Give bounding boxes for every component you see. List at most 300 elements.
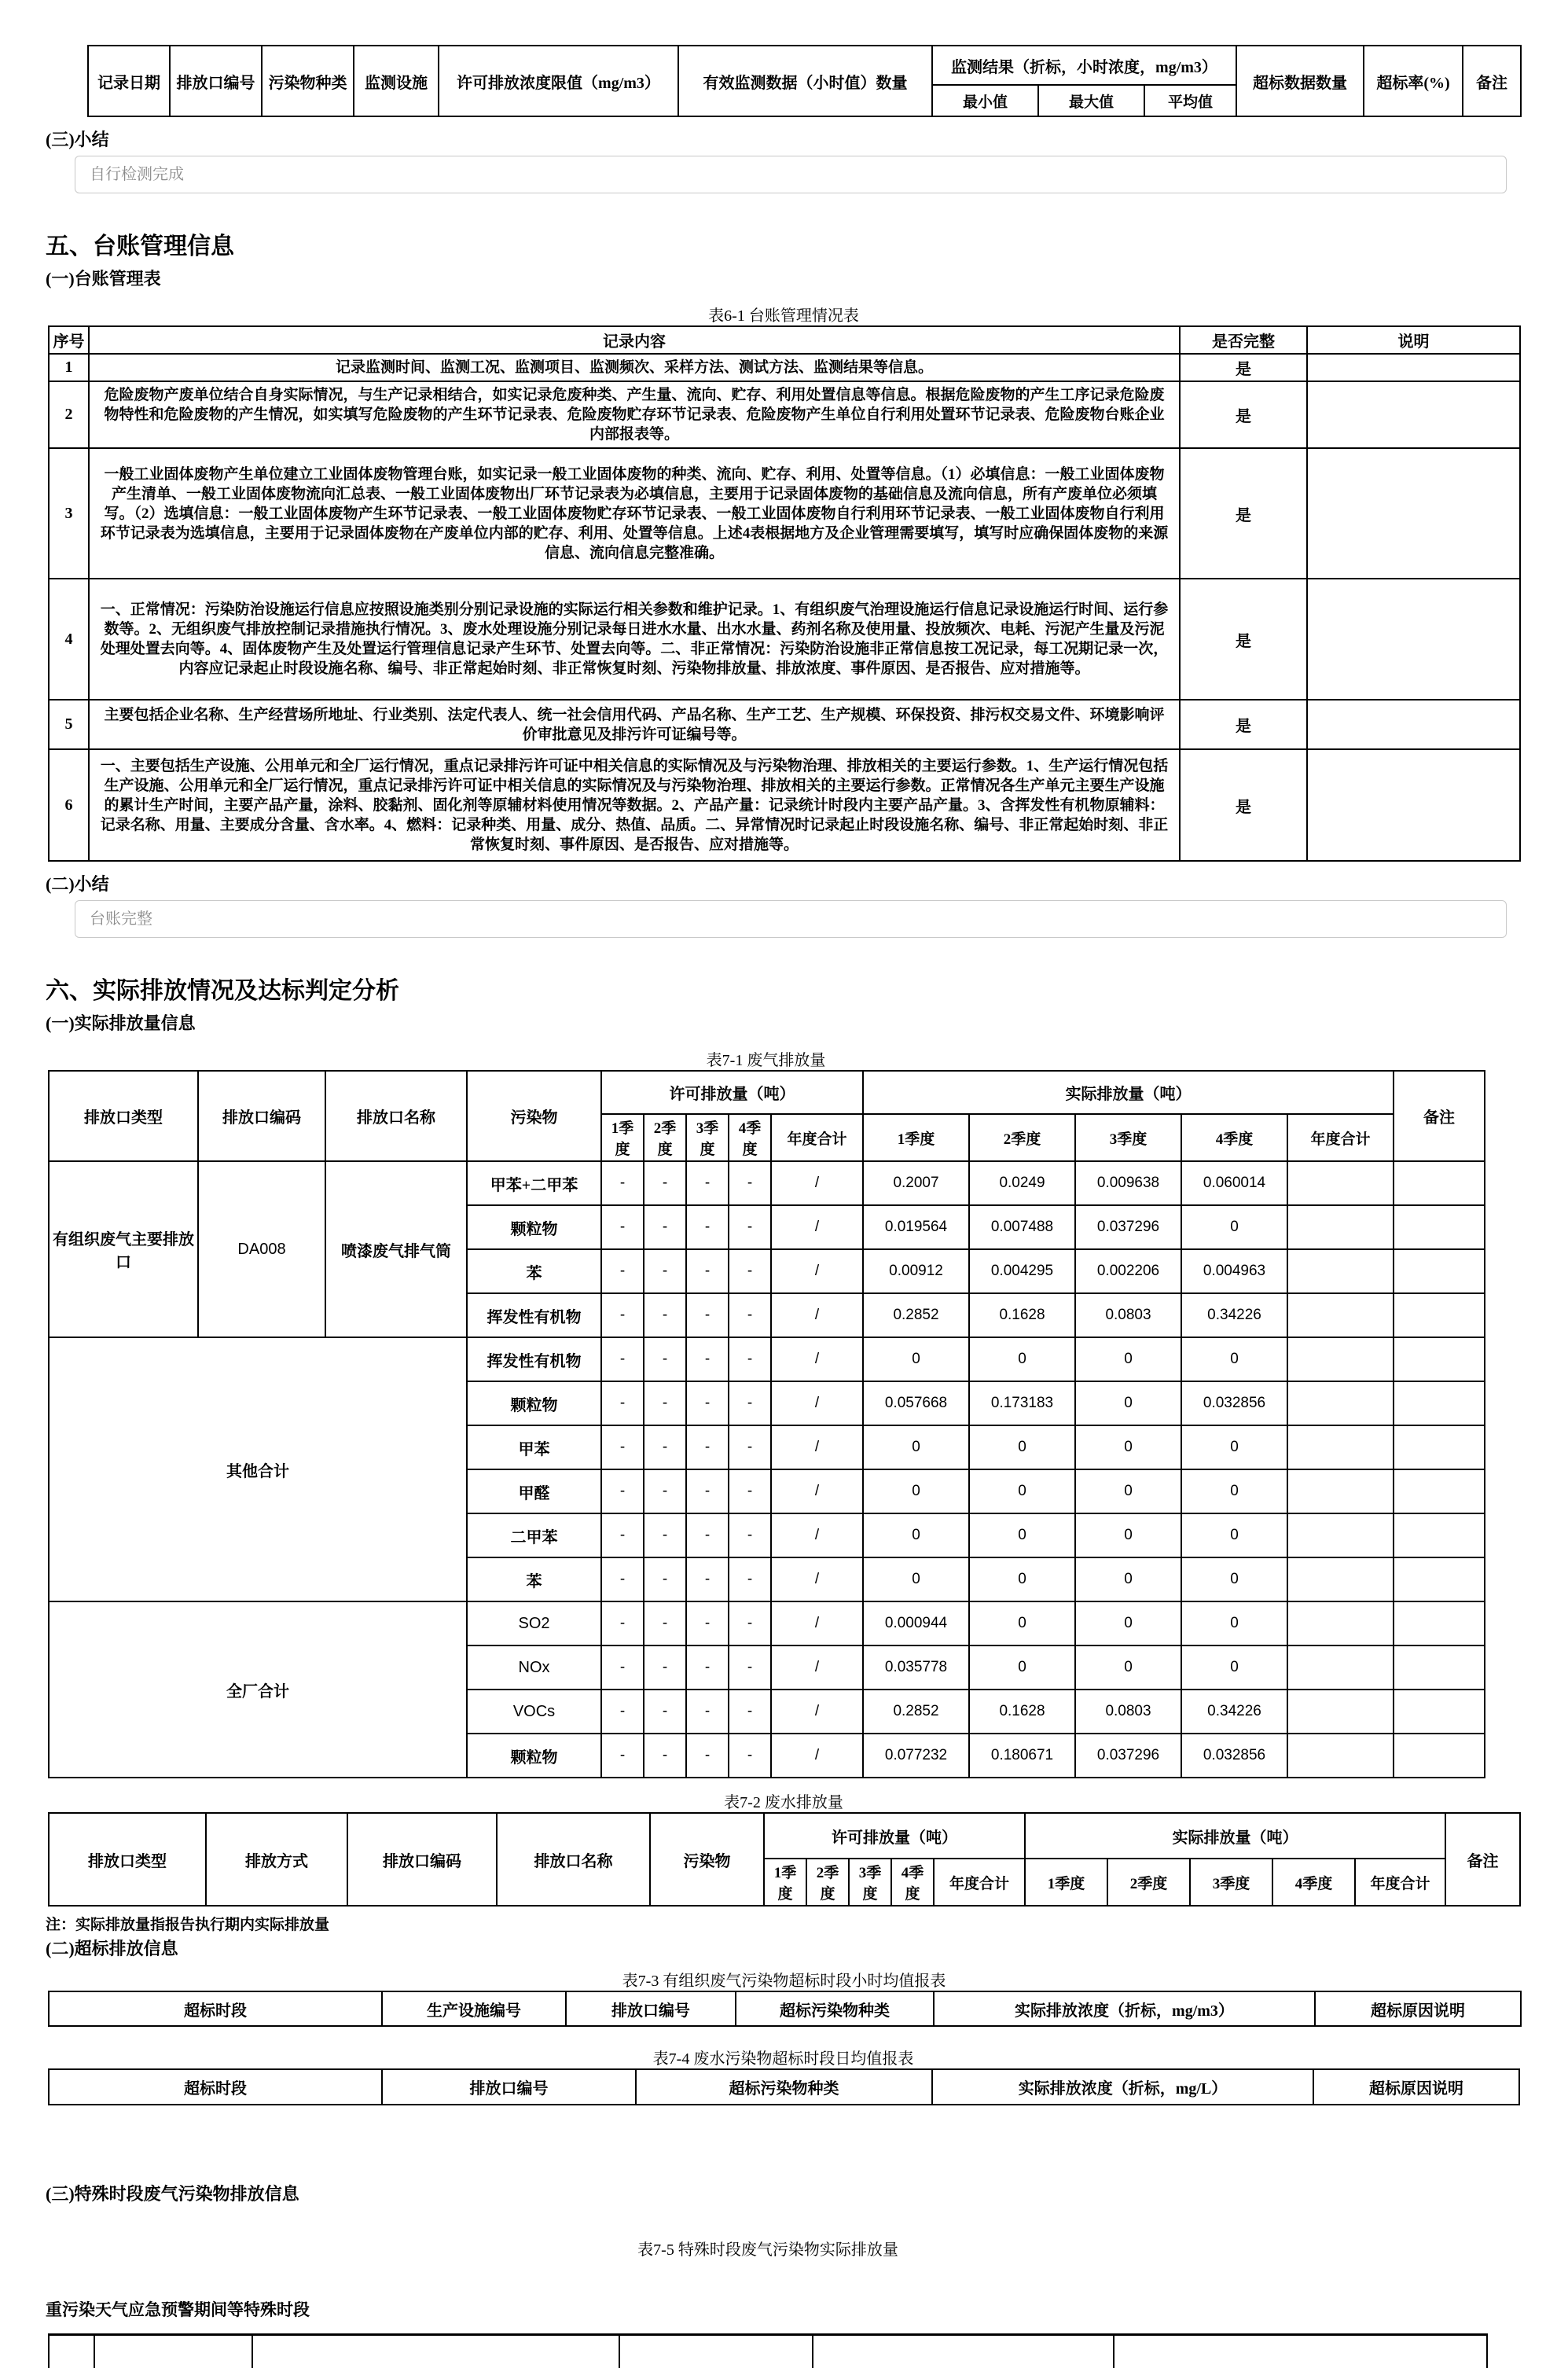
pollutant-name: 颗粒物 [467,1205,601,1249]
col-monitor-facility: 监测设施 [354,46,439,116]
gas-overstandard-table [48,1991,1522,2027]
permit-value: - [729,1381,771,1425]
permit-value: - [644,1645,686,1690]
col-outlet-no: 排放口编号 [170,46,262,116]
col-avg: 平均值 [1144,85,1236,116]
col-actual-year: 年度合计 [1287,1114,1394,1161]
group-total-label: 其他合计 [49,1337,467,1601]
actual-value: 0 [1181,1557,1287,1601]
permit-value: - [686,1645,729,1690]
permit-value: - [601,1293,644,1337]
col-group-actual: 实际排放量（吨） [1025,1813,1445,1859]
col-actual-concentration: 实际排放浓度（折标，mg/m3） [934,1991,1315,2026]
permit-value: / [771,1337,863,1381]
row-complete: 是 [1180,700,1307,749]
col-overstandard-count: 超标数据数量 [1236,46,1364,116]
actual-value: 0.032856 [1181,1734,1287,1778]
actual-value [1287,1734,1394,1778]
table-border [812,2336,813,2368]
row-note [1307,749,1520,861]
col-outlet-code: 排放口编码 [347,1813,497,1906]
permit-value: - [644,1381,686,1425]
special-period-label: 重污染天气应急预警期间等特殊时段 [46,2300,310,2319]
col-actual-q3: 3季度 [1075,1114,1181,1161]
actual-value: 0 [1181,1337,1287,1381]
col-pollutant-type: 污染物种类 [262,46,354,116]
actual-value: 0.2852 [863,1293,969,1337]
actual-value [1287,1425,1394,1469]
permit-value: - [644,1734,686,1778]
actual-value: 0.0249 [969,1161,1075,1205]
permit-value: / [771,1513,863,1557]
col-actual-q3: 3季度 [1190,1859,1272,1906]
row-content: 主要包括企业名称、生产经营场所地址、行业类别、法定代表人、统一社会信用代码、产品名称、生产工艺、生产规模、环保投资、排污权交易文件、环境影响评价审批意见及排污许可证编号等。 [89,700,1180,749]
actual-value: 0 [969,1557,1075,1601]
actual-value: 0 [1181,1645,1287,1690]
outlet-name: 喷漆废气排气筒 [325,1161,467,1337]
permit-value: / [771,1557,863,1601]
col-valid-data-count: 有效监测数据（小时值）数量 [678,46,932,116]
permit-value: / [771,1381,863,1425]
col-remark: 备注 [1463,46,1521,116]
remark-value [1394,1469,1485,1513]
ledger-row [49,354,1520,381]
col-overstandard-reason: 超标原因说明 [1313,2069,1519,2105]
actual-value: 0.1628 [969,1293,1075,1337]
ledger-row [49,448,1520,579]
permit-value: - [644,1205,686,1249]
water-overstandard-table [48,2068,1520,2105]
actual-value: 0.2852 [863,1690,969,1734]
row-seq: 4 [49,579,89,700]
col-permit-q2: 2季度 [806,1859,849,1906]
permit-value: - [644,1425,686,1469]
table-border [48,2336,50,2368]
col-permit-q1: 1季度 [601,1114,644,1161]
row-content: 记录监测时间、监测工况、监测项目、监测频次、采样方法、测试方法、监测结果等信息。 [89,354,1180,381]
permit-value: - [601,1205,644,1249]
col-outlet-name: 排放口名称 [325,1071,467,1161]
ledger-row [49,749,1520,861]
permit-value: - [729,1293,771,1337]
row-complete: 是 [1180,381,1307,448]
table7-5-partial [48,2333,1488,2368]
actual-value: 0 [1075,1513,1181,1557]
permit-value: - [686,1557,729,1601]
col-permit-year: 年度合计 [934,1859,1025,1906]
table7-5-caption: 表7-5 特殊时段废气污染物实际排放量 [637,2241,898,2259]
pollutant-name: 甲醛 [467,1469,601,1513]
permit-value: - [729,1425,771,1469]
emission-row [49,1601,1485,1645]
pollutant-name: 挥发性有机物 [467,1337,601,1381]
actual-value: 0.2007 [863,1161,969,1205]
col-actual-q1: 1季度 [1025,1859,1107,1906]
permit-value: - [686,1161,729,1205]
row-content: 一、正常情况：污染防治设施运行信息应按照设施类别分别记录设施的实际运行相关参数和维护记录。1、有组织废气治理设施运行信息记录设施运行时间、运行参数等。2、无组织废气排放控制记录措施执行情况。3、废水处理设施分别记录每日进水水量、出水水量、药剂名称及使用量、投放频次、电耗、污泥产生量及污泥处理处置去向等。4、固体废物产生及处置运行管理信息记录产生环节、处置去向等。二、非正常情况：污染防治设施非正常信息按工况记录，每工况期记录一次，内容应记录起止时段设施名称、编号、非正常起始时刻、非正常恢复时刻、污染物排放量、排放浓度、事件原因、是否报告、应对措施等。 [89,579,1180,700]
waste-water-emission-table [48,1812,1521,1907]
permit-value: / [771,1425,863,1469]
permit-value: - [686,1381,729,1425]
ledger-row [49,579,1520,700]
permit-value: - [601,1381,644,1425]
row-complete: 是 [1180,749,1307,861]
row-content: 一、主要包括生产设施、公用单元和全厂运行情况，重点记录排污许可证中相关信息的实际情况及与污染物治理、排放相关的主要运行参数。1、生产运行情况包括生产设施、公用单元和全厂运行情况，重点记录排污许可证中相关信息的实际情况及与污染物治理、排放相关的主要运行参数。正常情况各生产单元主要生产设施的累计生产时间，主要产品产量，涂料、胶黏剂、固化剂等原辅材料使用情况等数据。2、产品产量：记录统计时段内主要产品产量。3、含挥发性有机物原辅料：记录名称、用量、主要成分含量、含水率。4、燃料：记录种类、用量、成分、热值、品质。二、异常情况时记录起止时段设施名称、编号、非正常起始时刻、非正常恢复时刻、事件原因、是否报告、应对措施等。 [89,749,1180,861]
actual-value: 0 [863,1513,969,1557]
permit-value: - [686,1469,729,1513]
permit-value: - [644,1601,686,1645]
col-permit-q2: 2季度 [644,1114,686,1161]
table-border [252,2336,253,2368]
actual-value: 0.0803 [1075,1293,1181,1337]
row-seq: 5 [49,700,89,749]
pollutant-name: 甲苯 [467,1425,601,1469]
permit-value: - [601,1557,644,1601]
group-total-label: 全厂合计 [49,1601,467,1778]
permit-value: / [771,1645,863,1690]
remark-value [1394,1557,1485,1601]
pollutant-name: 甲苯+二甲苯 [467,1161,601,1205]
remark-value [1394,1425,1485,1469]
col-group-actual: 实际排放量（吨） [863,1071,1394,1114]
col-remark: 备注 [1394,1071,1485,1161]
permit-value: - [644,1690,686,1734]
permit-value: - [601,1601,644,1645]
col-record-date: 记录日期 [88,46,170,116]
actual-value: 0.34226 [1181,1293,1287,1337]
actual-value: 0 [1075,1381,1181,1425]
remark-value [1394,1513,1485,1557]
row-seq: 3 [49,448,89,579]
section6-title: 六、实际排放情况及达标判定分析 [46,978,399,1004]
permit-value: - [686,1337,729,1381]
permit-value: - [729,1249,771,1293]
table-border [1486,2336,1488,2368]
permit-value: - [686,1205,729,1249]
waste-gas-emission-table [48,1070,1485,1778]
row-note [1307,448,1520,579]
permit-value: - [601,1734,644,1778]
permit-value: / [771,1469,863,1513]
actual-value: 0 [1181,1601,1287,1645]
permit-value: - [729,1601,771,1645]
actual-value: 0.032856 [1181,1381,1287,1425]
permit-value: - [729,1161,771,1205]
section6-sub-special: (三)特殊时段废气污染物排放信息 [46,2184,299,2204]
ledger-management-table [48,325,1521,862]
actual-value: 0 [1075,1557,1181,1601]
col-actual-year: 年度合计 [1355,1859,1445,1906]
monitoring-result-table [87,45,1522,117]
permit-value: - [601,1161,644,1205]
actual-value: 0 [1181,1513,1287,1557]
col-pollutant: 污染物 [467,1071,601,1161]
pollutant-name: 颗粒物 [467,1381,601,1425]
row-seq: 2 [49,381,89,448]
actual-value: 0 [969,1469,1075,1513]
actual-value: 0 [969,1513,1075,1557]
permit-value: - [729,1690,771,1734]
actual-value [1287,1249,1394,1293]
actual-value: 0 [969,1425,1075,1469]
actual-value: 0.007488 [969,1205,1075,1249]
actual-value [1287,1469,1394,1513]
actual-value: 0 [1075,1601,1181,1645]
actual-value: 0.077232 [863,1734,969,1778]
pollutant-name: 苯 [467,1249,601,1293]
permit-value: / [771,1734,863,1778]
permit-value: / [771,1161,863,1205]
table-border [94,2336,95,2368]
col-pollutant: 污染物 [650,1813,764,1906]
remark-value [1394,1645,1485,1690]
actual-value: 0 [1181,1469,1287,1513]
actual-value: 0.019564 [863,1205,969,1249]
permit-value: - [729,1337,771,1381]
col-record-content: 记录内容 [89,326,1180,354]
permit-value: - [601,1337,644,1381]
actual-value: 0 [863,1425,969,1469]
permit-value: - [729,1513,771,1557]
emission-row [49,1337,1485,1381]
actual-value: 0 [863,1469,969,1513]
col-discharge-mode: 排放方式 [206,1813,347,1906]
actual-value: 0 [1181,1205,1287,1249]
table-border [619,2336,620,2368]
actual-value: 0 [1075,1425,1181,1469]
row-note [1307,700,1520,749]
actual-value: 0 [863,1557,969,1601]
actual-value [1287,1337,1394,1381]
permit-value: - [686,1249,729,1293]
actual-value: 0.004295 [969,1249,1075,1293]
actual-value: 0.009638 [1075,1161,1181,1205]
actual-value: 0.00912 [863,1249,969,1293]
permit-value: - [644,1513,686,1557]
col-permit-year: 年度合计 [771,1114,863,1161]
permit-value: / [771,1690,863,1734]
col-overstandard-period: 超标时段 [49,1991,382,2026]
permit-value: - [686,1293,729,1337]
col-permit-q4: 4季度 [891,1859,934,1906]
actual-value: 0.34226 [1181,1690,1287,1734]
col-actual-q2: 2季度 [969,1114,1075,1161]
col-complete: 是否完整 [1180,326,1307,354]
actual-value: 0.1628 [969,1690,1075,1734]
actual-value: 0.002206 [1075,1249,1181,1293]
col-actual-q1: 1季度 [863,1114,969,1161]
remark-value [1394,1205,1485,1249]
remark-value [1394,1690,1485,1734]
summary3-heading: (三)小结 [46,130,109,149]
table6-caption: 表6-1 台账管理情况表 [708,307,859,325]
actual-value [1287,1381,1394,1425]
permit-value: - [686,1734,729,1778]
col-explain: 说明 [1307,326,1520,354]
actual-emission-note: 注：实际排放量指报告执行期内实际排放量 [46,1917,330,1933]
row-complete: 是 [1180,354,1307,381]
actual-value: 0 [1181,1425,1287,1469]
outlet-type: 有组织废气主要排放口 [49,1161,198,1337]
col-outlet-no: 排放口编号 [382,2069,636,2105]
actual-value: 0 [1075,1337,1181,1381]
row-content: 危险废物产废单位结合自身实际情况，与生产记录相结合，如实记录危废种类、产生量、流向、贮存、利用处置信息等信息。根据危险废物的产生工序记录危险废物特性和危险废物的产生情况，如实填写危险废物的产生环节记录表、危险废物贮存环节记录表、危险废物产生单位自行利用处置环节记录表、危险废物台账企业内部报表等。 [89,381,1180,448]
permit-value: - [644,1161,686,1205]
ledger-row [49,381,1520,448]
actual-value: 0 [969,1601,1075,1645]
pollutant-name: 颗粒物 [467,1734,601,1778]
col-group-permit: 许可排放量（吨） [764,1813,1025,1859]
remark-value [1394,1249,1485,1293]
col-outlet-name: 排放口名称 [497,1813,650,1906]
table-border [1113,2336,1114,2368]
row-complete: 是 [1180,448,1307,579]
actual-value [1287,1205,1394,1249]
row-note [1307,381,1520,448]
summary2-heading: (二)小结 [46,874,109,894]
actual-value: 0.004963 [1181,1249,1287,1293]
actual-value: 0.057668 [863,1381,969,1425]
actual-value: 0.037296 [1075,1205,1181,1249]
pollutant-name: 二甲苯 [467,1513,601,1557]
pollutant-name: 苯 [467,1557,601,1601]
permit-value: / [771,1601,863,1645]
permit-value: / [771,1249,863,1293]
outlet-code: DA008 [198,1161,325,1337]
table7-2-caption: 表7-2 废水排放量 [724,1794,843,1811]
actual-value: 0.173183 [969,1381,1075,1425]
permit-value: / [771,1293,863,1337]
row-note [1307,354,1520,381]
row-content: 一般工业固体废物产生单位建立工业固体废物管理台账，如实记录一般工业固体废物的种类、流向、贮存、利用、处置等信息。（1）必填信息：一般工业固体废物产生清单、一般工业固体废物流向汇总表、一般工业固体废物出厂环节记录表为必填信息，主要用于记录固体废物的基础信息及流向信息，所有产废单位必须填写。（2）选填信息：一般工业固体废物产生环节记录表、一般工业固体废物贮存环节记录表、一般工业固体废物自行利用环节记录表、一般工业固体废物自行利用环节记录表为选填信息，主要用于记录固体废物在产废单位内部的贮存、利用、处置等信息。上述4表根据地方及企业管理需要填写，填写时应确保固体废物的来源信息、流向信息完整准确。 [89,448,1180,579]
remark-value [1394,1601,1485,1645]
row-seq: 6 [49,749,89,861]
col-actual-q4: 4季度 [1272,1859,1355,1906]
col-outlet-no: 排放口编号 [566,1991,736,2026]
col-permit-q1: 1季度 [764,1859,806,1906]
table7-4-caption: 表7-4 废水污染物超标时段日均值报表 [652,2050,914,2068]
permit-value: - [601,1645,644,1690]
actual-value [1287,1645,1394,1690]
remark-value [1394,1161,1485,1205]
pollutant-name: 挥发性有机物 [467,1293,601,1337]
actual-value: 0 [1075,1469,1181,1513]
row-note [1307,579,1520,700]
permit-value: - [644,1557,686,1601]
permit-value: - [686,1690,729,1734]
permit-value: - [601,1469,644,1513]
actual-value [1287,1601,1394,1645]
actual-value: 0 [969,1337,1075,1381]
row-seq: 1 [49,354,89,381]
permit-value: - [729,1205,771,1249]
actual-value [1287,1293,1394,1337]
section6-sub-actual: (一)实际排放量信息 [46,1013,196,1033]
section6-sub-overstandard: (二)超标排放信息 [46,1939,178,1958]
actual-value [1287,1513,1394,1557]
col-permit-q4: 4季度 [729,1114,771,1161]
col-actual-q4: 4季度 [1181,1114,1287,1161]
permit-value: - [644,1293,686,1337]
actual-value [1287,1557,1394,1601]
pollutant-name: VOCs [467,1690,601,1734]
actual-value: 0 [969,1645,1075,1690]
col-seq: 序号 [49,326,89,354]
actual-value [1287,1690,1394,1734]
col-outlet-code: 排放口编码 [198,1071,325,1161]
permit-value: - [601,1513,644,1557]
permit-value: - [729,1557,771,1601]
remark-value [1394,1293,1485,1337]
remark-value [1394,1734,1485,1778]
permit-value: - [601,1249,644,1293]
col-overstandard-period: 超标时段 [49,2069,382,2105]
ledger-row [49,700,1520,749]
col-max: 最大值 [1038,85,1144,116]
permit-value: - [729,1645,771,1690]
col-actual-concentration: 实际排放浓度（折标，mg/L） [932,2069,1313,2105]
permit-value: - [729,1469,771,1513]
pollutant-name: SO2 [467,1601,601,1645]
summary3-input[interactable]: 自行检测完成 [75,156,1507,193]
pollutant-name: NOx [467,1645,601,1690]
col-outlet-type: 排放口类型 [49,1071,198,1161]
section5-title: 五、台账管理信息 [46,233,234,259]
emission-row [49,1161,1485,1205]
col-overstandard-pollutant: 超标污染物种类 [636,2069,932,2105]
col-group-monitor-result: 监测结果（折标，小时浓度，mg/m3） [932,46,1236,85]
table7-3-caption: 表7-3 有组织废气污染物超标时段小时均值报表 [622,1973,946,1990]
table7-1-caption: 表7-1 废气排放量 [706,1052,826,1069]
col-permit-q3: 3季度 [686,1114,729,1161]
actual-value: 0 [1075,1645,1181,1690]
col-facility-no: 生产设施编号 [382,1991,566,2026]
actual-value [1287,1161,1394,1205]
row-complete: 是 [1180,579,1307,700]
permit-value: - [644,1337,686,1381]
actual-value: 0.0803 [1075,1690,1181,1734]
permit-value: - [686,1513,729,1557]
remark-value [1394,1381,1485,1425]
permit-value: - [601,1690,644,1734]
col-permit-q3: 3季度 [849,1859,891,1906]
section5-subtitle: (一)台账管理表 [46,269,161,289]
permit-value: / [771,1205,863,1249]
actual-value: 0.035778 [863,1645,969,1690]
actual-value: 0.037296 [1075,1734,1181,1778]
permit-value: - [686,1425,729,1469]
actual-value: 0 [863,1337,969,1381]
col-overstandard-pollutant: 超标污染物种类 [736,1991,934,2026]
summary2-input[interactable]: 台账完整 [75,900,1507,938]
actual-value: 0.180671 [969,1734,1075,1778]
permit-value: - [601,1425,644,1469]
remark-value [1394,1337,1485,1381]
report-page [0,45,1568,2319]
permit-value: - [644,1469,686,1513]
actual-value: 0.000944 [863,1601,969,1645]
col-permit-limit: 许可排放浓度限值（mg/m3） [439,46,678,116]
col-overstandard-reason: 超标原因说明 [1315,1991,1521,2026]
permit-value: - [729,1734,771,1778]
permit-value: - [644,1249,686,1293]
col-actual-q2: 2季度 [1107,1859,1190,1906]
col-overstandard-rate: 超标率(%) [1364,46,1463,116]
col-group-permit: 许可排放量（吨） [601,1071,863,1114]
actual-value: 0.060014 [1181,1161,1287,1205]
permit-value: - [686,1601,729,1645]
col-min: 最小值 [932,85,1038,116]
